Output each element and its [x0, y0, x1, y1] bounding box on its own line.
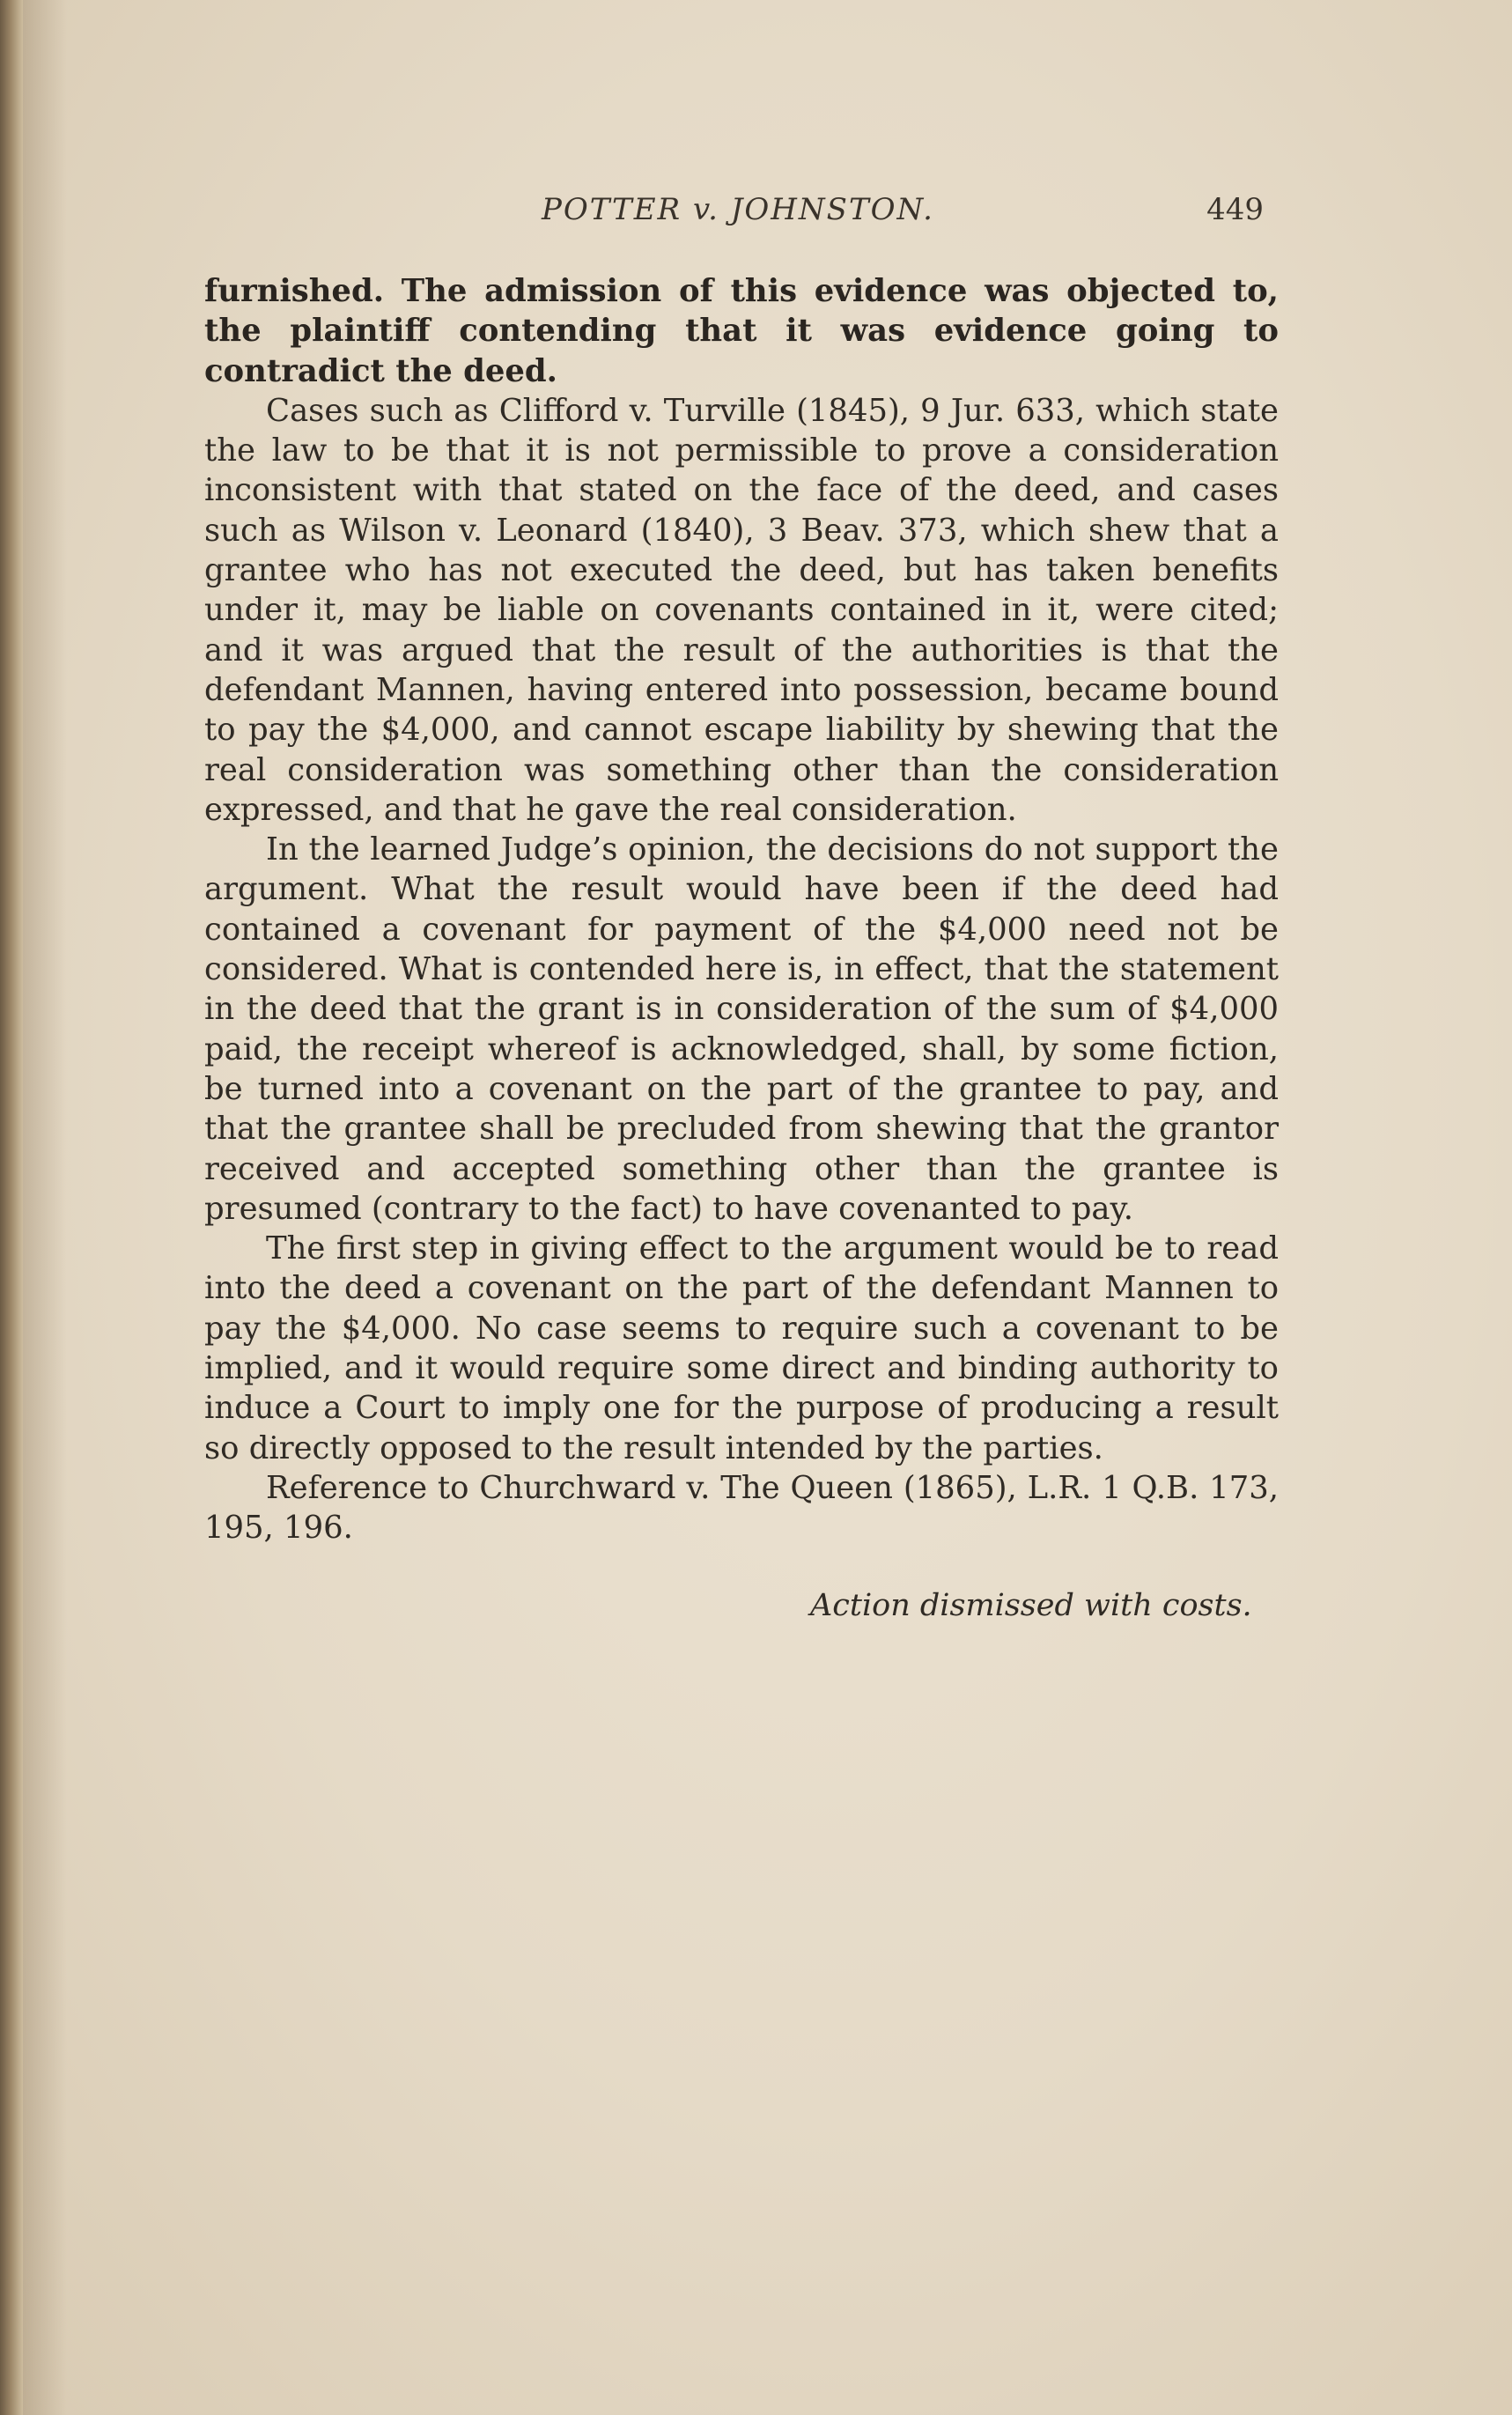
closing-line: Action dismissed with costs.: [810, 1588, 1252, 1623]
running-title: POTTER v. JOHNSTON.: [542, 192, 934, 227]
book-spine: [0, 0, 23, 2415]
body-text: [204, 271, 1279, 1548]
paragraph: In the learned Judge’s opinion, the decisions do not support the argument. What the result would have been if the deed had contained a covenant for payment of the $4,000 need not be considered. What is contended here is, in effect, that the statement in the deed that the grant is in consideration of the sum of $4,000 paid, the receipt whereof is acknowledged, shall, by some fiction, be turned into a covenant on the part of the grantee to pay, and that the grantee shall be precluded from shewing that the grantor received and accepted something other than the grantee is presumed (contrary to the fact) to have covenanted to pay.: [204, 831, 1279, 1227]
paragraph: The first step in giving effect to the argument would be to read into the deed a covenant on the part of the defendant Mannen to pay the $4,000. No case seems to require such a covenant to be implied, and it would require some direct and binding authority to induce a Court to imply one for the purpose of producing a result so directly opposed to the result intended by the parties.: [204, 1230, 1279, 1466]
paragraph: Cases such as Clifford v. Turville (1845), 9 Jur. 633, which state the law to be that it is not permissible to prove a consideration inconsistent with that stated on the face of the deed, and cases such as Wilson v. Leonard (1840), 3 Beav. 373, which shew that a grantee who has not executed the deed, but has taken benefits under it, may be liable on covenants contained in it, were cited; and it was argued that the result of the authorities is that the defendant Mannen, having entered into possession, became bound to pay the $4,000, and cannot escape liability by shewing that the real consideration was something other than the consideration expressed, and that he gave the real consideration.: [204, 392, 1279, 828]
paragraph: Reference to Churchward v. The Queen (1865), L.R. 1 Q.B. 173, 195, 196.: [204, 1469, 1279, 1547]
running-head: [203, 192, 1264, 236]
paragraph: furnished. The admission of this evidence was objected to, the plaintiff contending that it was evidence going to contradict the deed.: [204, 273, 1279, 389]
page-number: 449: [1206, 192, 1264, 227]
spine-shadow: [23, 0, 67, 2415]
